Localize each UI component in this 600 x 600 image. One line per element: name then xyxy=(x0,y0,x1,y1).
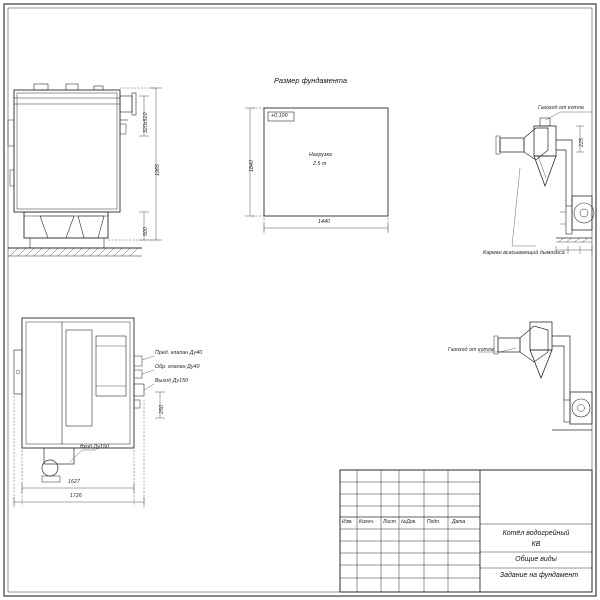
foundation-view-title: Размер фундамента xyxy=(274,76,347,85)
dimension-1840: 1840 xyxy=(249,160,255,172)
foundation-load-label: Нагрузка xyxy=(309,152,333,158)
dimension-320x520: 320x520 xyxy=(143,112,149,133)
dimension-225: 225 xyxy=(579,138,585,147)
callout-flue-from-boiler-bottom: Газоход от котла xyxy=(448,347,494,353)
revision-header-podp: Подп. xyxy=(427,519,441,525)
callout-inlet-du150: Вход Ду150 xyxy=(80,444,109,450)
revision-header-izm: Изм. xyxy=(342,519,353,525)
foundation-load-value: 2.5 т xyxy=(313,161,327,167)
revision-header-ndok: №Док. xyxy=(401,519,417,525)
callout-outlet-du150: Выход Ду150 xyxy=(155,378,189,384)
revision-header-kolich: Колич. xyxy=(359,519,375,525)
dimension-1440: 1440 xyxy=(318,219,330,225)
title-line-4: Задание на фундамент xyxy=(499,572,579,579)
dimension-1627: 1627 xyxy=(68,479,80,485)
callout-flue-from-boiler-top: Газоход от котла xyxy=(538,105,584,111)
dimension-1726: 1726 xyxy=(70,493,82,499)
title-line-1: Котёл водогрейный xyxy=(502,530,570,537)
title-line-3: Общие виды xyxy=(515,556,557,563)
revision-header-list: Лист xyxy=(383,519,396,525)
callout-check-valve: Обр. клапан Ду40 xyxy=(155,364,200,370)
revision-header-data: Дата xyxy=(452,519,466,525)
dimension-500: 500 xyxy=(143,227,149,236)
dimension-1965: 1965 xyxy=(155,164,161,176)
elevation-mark: +0.100 xyxy=(271,113,288,119)
callout-suction-pocket: Карман всасывающий дымососа xyxy=(483,250,565,256)
dimension-250: 250 xyxy=(159,405,165,414)
title-line-2: КВ xyxy=(531,541,541,548)
callout-safety-valve: Пред. клапан Ду40 xyxy=(155,350,203,356)
